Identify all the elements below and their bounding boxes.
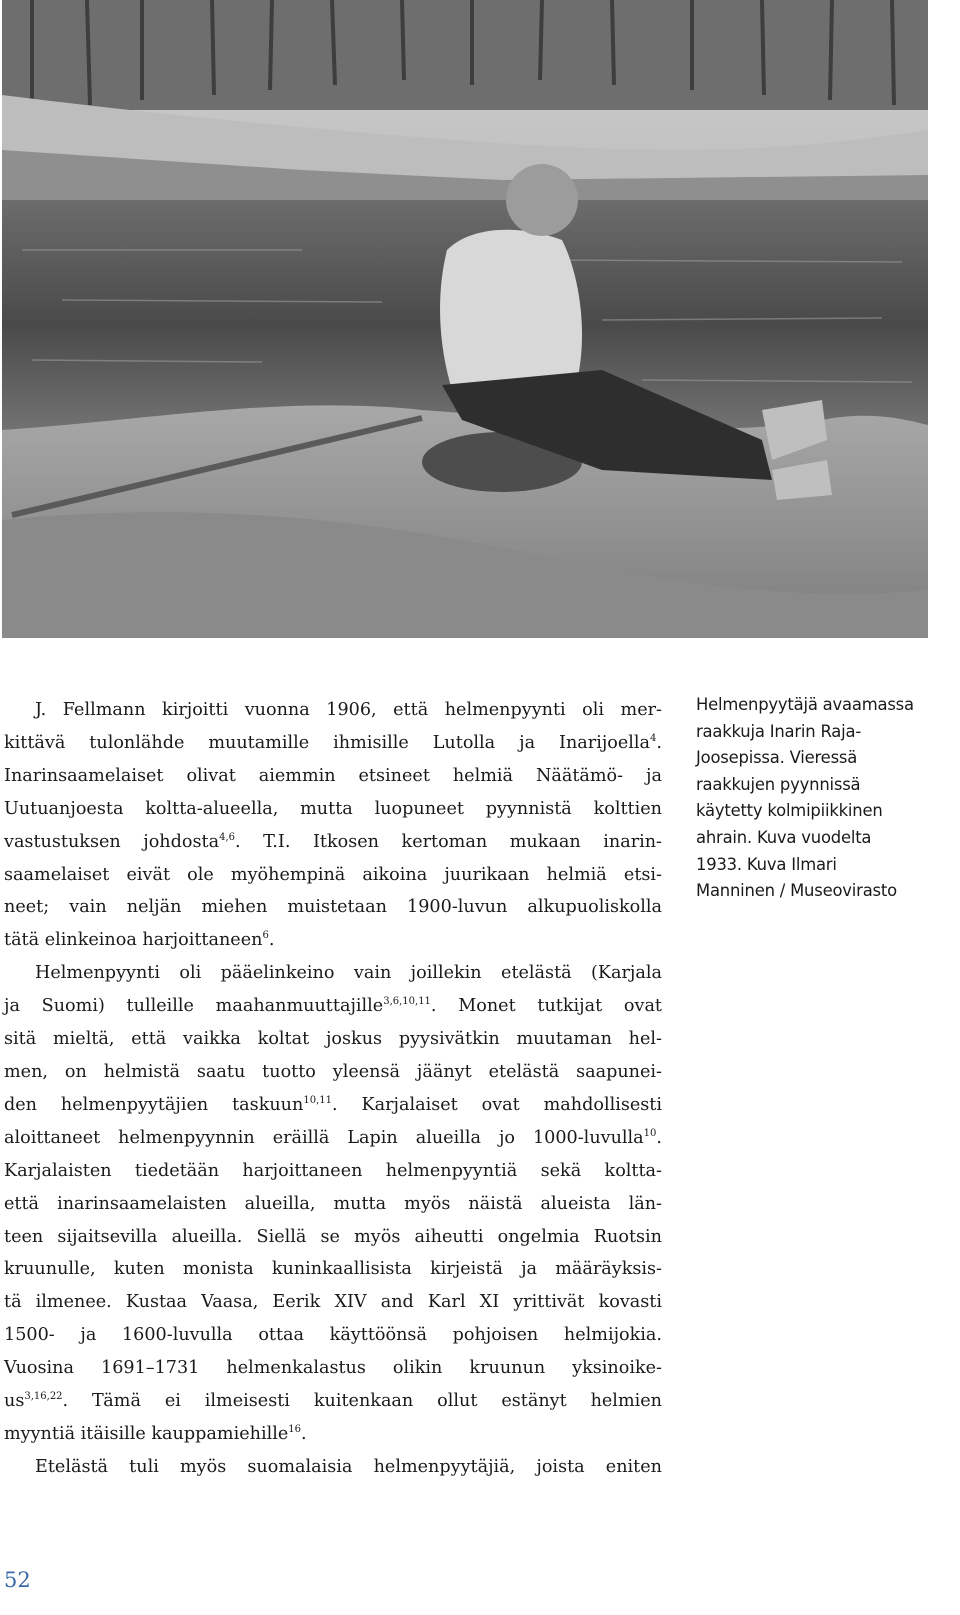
body-line-tail: . Karjalaiset ovat mahdollisesti bbox=[332, 1094, 662, 1115]
caption-line: käytetty kolmipiikkinen bbox=[696, 801, 883, 821]
body-line-text: teen sijaitsevilla alueilla. Siellä se myös aiheutti ongelmia Ruotsin bbox=[4, 1226, 662, 1247]
body-line-text: den helmenpyytäjien taskuun bbox=[4, 1094, 304, 1115]
caption-line: ahrain. Kuva vuodelta bbox=[696, 827, 872, 847]
footnote-reference: 6 bbox=[262, 930, 269, 942]
body-line-tail: . Monet tutkijat ovat bbox=[430, 996, 662, 1017]
body-line-text: Karjalaisten tiedetään harjoittaneen helmenpyyntiä sekä koltta- bbox=[4, 1160, 662, 1181]
body-line bbox=[4, 1451, 662, 1484]
footnote-reference: 3,6,10,11 bbox=[383, 996, 431, 1008]
body-line-text: men, on helmistä saatu tuotto yleensä jäänyt etelästä saapunei- bbox=[4, 1061, 662, 1082]
caption-line: raakkuja Inarin Raja- bbox=[696, 721, 862, 741]
body-line-text: vastustuksen johdosta bbox=[4, 831, 220, 852]
body-line-text: 1500- ja 1600-luvulla ottaa käyttöönsä pohjoisen helmijokia. bbox=[4, 1325, 662, 1346]
body-line-text: tä ilmenee. Kustaa Vaasa, Eerik XIV and Karl XI yrittivät kovasti bbox=[4, 1292, 662, 1313]
body-line-text: Etelästä tuli myös suomalaisia helmenpyytäjiä, joista eniten bbox=[35, 1456, 662, 1477]
body-line bbox=[4, 1122, 662, 1155]
body-line bbox=[4, 1286, 662, 1319]
body-line-text: ja Suomi) tulleille maahanmuuttajille bbox=[4, 996, 384, 1017]
body-line-text: Uutuanjoesta koltta-alueella, mutta luopuneet pyynnistä kolttien bbox=[4, 798, 662, 819]
body-line bbox=[4, 1385, 662, 1418]
body-line bbox=[4, 990, 662, 1023]
body-line-text: Vuosina 1691–1731 helmenkalastus olikin kruunun yksinoike- bbox=[4, 1358, 662, 1379]
body-line bbox=[4, 727, 662, 760]
body-line bbox=[4, 891, 662, 924]
body-line-text: neet; vain neljän miehen muistetaan 1900-luvun alkupuoliskolla bbox=[4, 897, 662, 918]
body-line-tail: . bbox=[268, 930, 275, 951]
body-line bbox=[4, 1352, 662, 1385]
photo-caption bbox=[696, 692, 936, 905]
footnote-reference: 10 bbox=[643, 1127, 657, 1139]
body-line-text: us bbox=[4, 1391, 25, 1412]
footnote-reference: 4,6 bbox=[219, 831, 235, 843]
body-line-tail: . T.I. Itkosen kertoman mukaan inarin- bbox=[235, 831, 663, 852]
body-line bbox=[4, 826, 662, 859]
footnote-reference: 3,16,22 bbox=[24, 1391, 63, 1403]
body-line-tail: . bbox=[656, 1127, 662, 1148]
caption-line: 1933. Kuva Ilmari bbox=[696, 854, 837, 874]
body-line bbox=[4, 1056, 662, 1089]
body-line bbox=[4, 859, 662, 892]
body-line bbox=[4, 793, 662, 826]
footnote-reference: 10,11 bbox=[303, 1094, 332, 1106]
body-line bbox=[4, 924, 662, 957]
body-line-text: Inarinsaamelaiset olivat aiemmin etsineet helmiä Näätämö- ja bbox=[4, 765, 662, 786]
body-line bbox=[4, 694, 662, 727]
body-line-text: saamelaiset eivät ole myöhempinä aikoina juurikaan helmiä etsi- bbox=[4, 864, 662, 885]
body-line bbox=[4, 760, 662, 793]
body-line-text: kittävä tulonlähde muutamille ihmisille Lutolla ja Inarijoella bbox=[4, 732, 651, 753]
photograph-image bbox=[2, 0, 928, 638]
body-line-text: kruunulle, kuten monista kuninkaallisista kirjeistä ja määräyksis- bbox=[4, 1259, 662, 1280]
caption-line: Manninen / Museovirasto bbox=[696, 881, 897, 901]
body-text bbox=[4, 694, 662, 1484]
body-line-tail: . bbox=[656, 732, 662, 753]
body-line-tail: . bbox=[300, 1423, 307, 1444]
body-line-text: Helmenpyynti oli pääelinkeino vain joillekin etelästä (Karjala bbox=[35, 963, 662, 984]
body-line-text: J. Fellmann kirjoitti vuonna 1906, että helmenpyynti oli mer- bbox=[35, 700, 662, 720]
page-number: 52 bbox=[4, 1568, 31, 1592]
body-line-text: aloittaneet helmenpyynnin eräillä Lapin alueilla jo 1000-luvulla bbox=[4, 1127, 644, 1148]
footnote-reference: 4 bbox=[650, 732, 657, 744]
body-line-text: myyntiä itäisille kauppamiehille bbox=[4, 1423, 289, 1444]
body-line bbox=[4, 1319, 662, 1352]
body-line bbox=[4, 1221, 662, 1254]
body-line bbox=[4, 1253, 662, 1286]
body-line bbox=[4, 1155, 662, 1188]
body-line-text: tätä elinkeinoa harjoittaneen bbox=[4, 930, 263, 951]
body-line-tail: . Tämä ei ilmeisesti kuitenkaan ollut estänyt helmien bbox=[62, 1391, 662, 1412]
body-line-text: sitä mieltä, että vaikka koltat joskus pyysivätkin muutaman hel- bbox=[4, 1029, 662, 1050]
caption-line: Joosepissa. Vieressä bbox=[696, 748, 858, 768]
caption-line: Helmenpyytäjä avaamassa bbox=[696, 695, 914, 714]
body-line bbox=[4, 1188, 662, 1221]
river-photograph bbox=[2, 0, 928, 638]
caption-line: raakkujen pyynnissä bbox=[696, 774, 861, 794]
footnote-reference: 16 bbox=[288, 1423, 301, 1435]
body-line bbox=[4, 1023, 662, 1056]
body-line bbox=[4, 1418, 662, 1451]
body-line-text: että inarinsaamelaisten alueilla, mutta myös näistä alueista län- bbox=[4, 1193, 662, 1214]
body-line bbox=[4, 957, 662, 990]
body-line bbox=[4, 1089, 662, 1122]
